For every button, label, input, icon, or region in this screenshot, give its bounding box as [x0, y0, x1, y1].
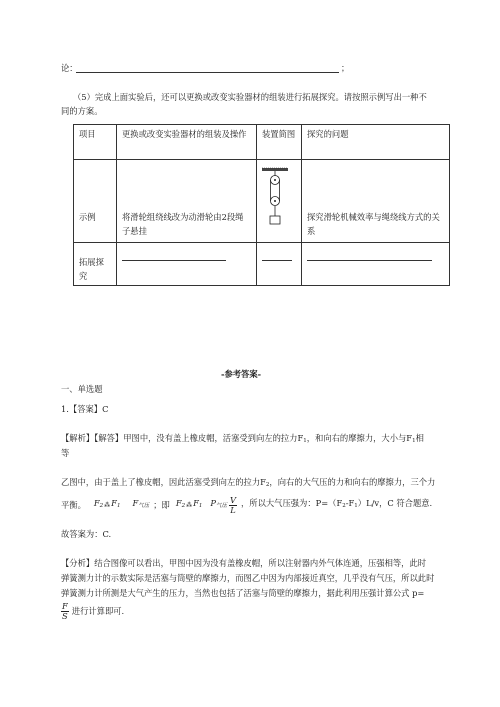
- conclusion-label: 论：: [61, 63, 78, 73]
- conclusion-answer-line[interactable]: [76, 72, 339, 73]
- example-label: 示例: [74, 160, 117, 243]
- formula-f2: F2: [93, 498, 104, 509]
- fenxi-line3: 弹簧测力计所测是大气产生的压力，当然也包括了活塞与筒壁的摩擦力，据此利用压强计算公式 p=: [61, 588, 425, 598]
- experiment-table: [73, 124, 450, 286]
- q1-answer: 1.【答案】C: [61, 404, 109, 414]
- formula-f2b: F2: [175, 498, 186, 509]
- formula-f-qiya: F气压: [132, 498, 150, 509]
- fraction-v-over-l: $\frac{V}{L}$: [229, 494, 236, 515]
- formula-result: ，所以大气压强为：P=（F2-F1）L/v，C 符合题意.: [240, 498, 433, 509]
- formula-f1b: F1: [193, 498, 203, 509]
- fenxi-line1: 【分析】结合图像可以看出，甲图中因为没有盖橡皮帽，所以注射器内外气体连通，压强相等，此时: [61, 558, 427, 568]
- conclusion-end: ；: [341, 63, 350, 73]
- pulley-diagram-icon: [259, 166, 291, 232]
- fraction-f-over-s: $\frac{F}{S}$: [62, 600, 68, 621]
- formula-note: ；即: [153, 499, 170, 510]
- example-operation: 将滑轮组绕线改为动滑轮由2段绳子悬挂: [117, 160, 257, 243]
- extension-label: 拓展探究: [74, 243, 117, 286]
- question5-line2: 同的方案。: [61, 106, 103, 116]
- formula-f1: F1: [111, 498, 121, 509]
- header-operation: 更换或改变实验器材的组装及操作: [117, 125, 257, 160]
- extension-diagram-cell: [257, 243, 302, 286]
- approx-equal-symbol-2: ⁂: [186, 501, 193, 509]
- question5-line1: （5）完成上面实验后，还可以更换或改变实验器材的组装进行拓展探究。请按照示例写出一种不: [73, 92, 427, 102]
- extension-operation-cell: [117, 243, 257, 286]
- extension-question-cell: [302, 243, 450, 286]
- approx-equal-symbol: ⁂: [104, 501, 111, 509]
- fenxi-line2: 弹簧测力计的示数实际是活塞与筒壁的摩擦力，而图乙中因为内部接近真空，几乎没有气压，所以此时: [61, 573, 435, 583]
- header-question: 探究的问题: [302, 125, 450, 160]
- therefore-answer: 故答案为：C.: [61, 529, 112, 539]
- extension-question-line[interactable]: [307, 260, 432, 261]
- extension-diagram-line[interactable]: [262, 260, 292, 261]
- analysis-line2: 等: [61, 448, 70, 458]
- header-diagram: 装置简图: [257, 125, 302, 160]
- fenxi-line4: $\frac{F}{S}$ 进行计算即可.: [62, 600, 125, 621]
- extension-operation-line[interactable]: [122, 260, 226, 261]
- pulley-diagram: [257, 160, 302, 243]
- header-project: 项目: [74, 125, 117, 160]
- formula-p-qiya: P气压: [210, 498, 227, 509]
- answers-heading: -参考答案-: [221, 369, 262, 379]
- yi-line1: 乙图中，由于盖上了橡皮帽，因此活塞受到向左的拉力F2，向右的大气压的力和向右的摩擦力，三个力: [61, 477, 436, 488]
- example-question: 探究滑轮机械效率与绳绕线方式的关系: [302, 160, 450, 243]
- formula-line: 平衡。 F2 ⁂ F1 F气压 ；即 F2 ⁂ F1 P气压 $\frac{V}{L}$ ，所以大气压强为：P=（F2-F1）L/v，C 符合题意.: [61, 494, 433, 515]
- section-single-choice: 一、单选题: [61, 384, 103, 394]
- analysis-line1: 【解析】【解答】甲图中，没有盖上橡皮帽，活塞受到向左的拉力F1，和向右的摩擦力，大小与F1相: [61, 433, 424, 444]
